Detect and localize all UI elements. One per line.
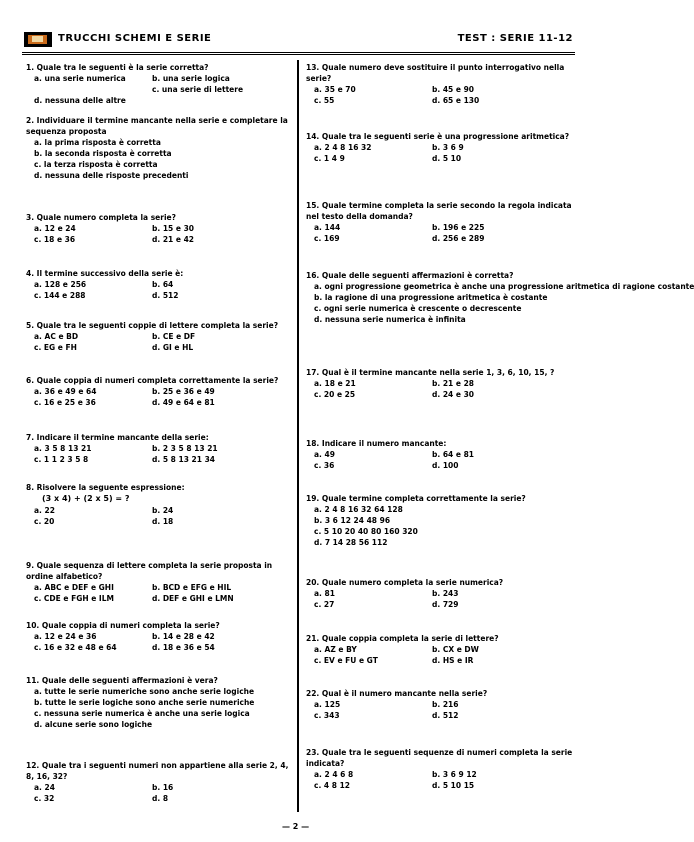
question-block bbox=[26, 560, 292, 604]
question-stem: 21. Quale coppia completa la serie di lettere? bbox=[306, 634, 499, 643]
question-stem: 19. Quale termine completa correttamente la serie? bbox=[306, 494, 526, 503]
answer-option[interactable]: c. 36 bbox=[314, 461, 335, 470]
answer-options bbox=[314, 222, 576, 244]
answer-option[interactable]: c. EV e FU e GT bbox=[314, 656, 378, 665]
answer-option[interactable]: d. 512 bbox=[152, 291, 179, 300]
question-block bbox=[26, 268, 292, 301]
question-block bbox=[306, 493, 576, 548]
answer-option[interactable]: c. 55 bbox=[314, 96, 335, 105]
question-block bbox=[306, 62, 576, 106]
answer-option[interactable]: c. 1 4 9 bbox=[314, 154, 345, 163]
answer-option[interactable]: c. 5 10 20 40 80 160 320 bbox=[314, 527, 418, 536]
answer-option[interactable]: d. 7 14 28 56 112 bbox=[314, 538, 388, 547]
answer-option[interactable]: b. 45 e 90 bbox=[432, 85, 475, 94]
question-stem: 6. Quale coppia di numeri completa correttamente la serie? bbox=[26, 376, 279, 385]
question-stem: 15. Quale termine completa la serie secondo la regola indicata nel testo della domanda? bbox=[306, 201, 572, 221]
answer-option[interactable]: b. tutte le serie logiche sono anche serie numeriche bbox=[34, 698, 255, 707]
question-stem: 20. Quale numero completa la serie numerica? bbox=[306, 578, 504, 587]
answer-options bbox=[314, 84, 576, 106]
answer-option[interactable]: c. 18 e 36 bbox=[34, 235, 76, 244]
answer-option[interactable]: d. 5 10 15 bbox=[432, 781, 475, 790]
answer-option[interactable]: c. 20 bbox=[34, 517, 55, 526]
answer-option[interactable]: d. 18 bbox=[152, 517, 174, 526]
question-block bbox=[306, 438, 576, 471]
answer-option[interactable]: d. alcune serie sono logiche bbox=[34, 720, 153, 729]
answer-option[interactable]: d. GI e HL bbox=[152, 343, 194, 352]
publisher-logo bbox=[24, 32, 52, 47]
answer-option[interactable]: a. 12 e 24 e 36 bbox=[34, 632, 97, 641]
answer-option[interactable]: a. 24 bbox=[34, 783, 55, 792]
question-stem: 1. Quale tra le seguenti è la serie corretta? bbox=[26, 63, 209, 72]
answer-option[interactable]: c. ogni serie numerica è crescente o decrescente bbox=[314, 304, 522, 313]
answer-option[interactable]: b. BCD e EFG e HIL bbox=[152, 583, 232, 592]
answer-option[interactable]: b. 64 bbox=[152, 280, 174, 289]
answer-options bbox=[34, 223, 292, 245]
answer-option[interactable]: c. la terza risposta è corretta bbox=[34, 160, 158, 169]
answer-option[interactable]: a. 22 bbox=[34, 506, 55, 515]
answer-options bbox=[34, 386, 292, 408]
logo-mark bbox=[32, 36, 43, 42]
question-block bbox=[26, 375, 292, 408]
question-stem: 16. Quale delle seguenti affermazioni è corretta? bbox=[306, 271, 514, 280]
answer-option[interactable]: c. 27 bbox=[314, 600, 335, 609]
answer-option[interactable]: b. una serie logica bbox=[152, 74, 230, 83]
question-stem: 8. Risolvere la seguente espressione: bbox=[26, 483, 185, 492]
page-number: — 2 — bbox=[282, 822, 310, 831]
question-block bbox=[306, 131, 576, 164]
question-stem: 3. Quale numero completa la serie? bbox=[26, 213, 176, 222]
answer-option[interactable]: c. 20 e 25 bbox=[314, 390, 356, 399]
question-stem: 22. Qual è il numero mancante nella serie? bbox=[306, 689, 488, 698]
question-block bbox=[26, 482, 292, 527]
answer-options bbox=[314, 281, 694, 325]
answer-option[interactable]: d. 21 e 42 bbox=[152, 235, 195, 244]
answer-option[interactable]: d. nessuna delle altre bbox=[34, 96, 126, 105]
answer-options bbox=[314, 504, 576, 548]
answer-option[interactable]: b. 64 e 81 bbox=[432, 450, 475, 459]
question-block bbox=[26, 212, 292, 245]
answer-option[interactable]: b. 3 6 12 24 48 96 bbox=[314, 516, 391, 525]
answer-options bbox=[314, 769, 576, 791]
answer-option[interactable]: d. 5 8 13 21 34 bbox=[152, 455, 216, 464]
answer-options bbox=[314, 699, 576, 721]
answer-option[interactable]: d. DEF e GHI e LMN bbox=[152, 594, 234, 603]
column-divider bbox=[297, 60, 299, 812]
answer-option[interactable]: a. 81 bbox=[314, 589, 335, 598]
question-formula: (3 x 4) + (2 x 5) = ? bbox=[42, 494, 130, 503]
answer-option[interactable]: c. 32 bbox=[34, 794, 55, 803]
answer-option[interactable]: b. 16 bbox=[152, 783, 174, 792]
answer-option[interactable]: d. nessuna delle risposte precedenti bbox=[34, 171, 189, 180]
answer-option[interactable] bbox=[34, 84, 152, 95]
answer-option[interactable]: d. 24 e 30 bbox=[432, 390, 475, 399]
answer-option[interactable]: d. 512 bbox=[432, 711, 459, 720]
question-block bbox=[306, 577, 576, 610]
answer-option[interactable]: d. 256 e 289 bbox=[432, 234, 485, 243]
question-stem: 4. Il termine successivo della serie è: bbox=[26, 269, 184, 278]
answer-options bbox=[34, 505, 292, 527]
question-block bbox=[26, 620, 292, 653]
answer-option[interactable]: a. 128 e 256 bbox=[34, 280, 87, 289]
answer-option[interactable]: d. nessuna serie numerica è infinita bbox=[314, 315, 466, 324]
question-block bbox=[26, 675, 292, 730]
question-stem: 13. Quale numero deve sostituire il punto interrogativo nella serie? bbox=[306, 63, 565, 83]
answer-option[interactable]: b. 243 bbox=[432, 589, 459, 598]
answer-option[interactable]: c. una serie di lettere bbox=[152, 85, 244, 94]
answer-options bbox=[34, 782, 292, 804]
answer-option[interactable]: b. 196 e 225 bbox=[432, 223, 485, 232]
answer-option[interactable]: a. 35 e 70 bbox=[314, 85, 356, 94]
answer-options bbox=[34, 279, 292, 301]
answer-option[interactable]: c. 1 1 2 3 5 8 bbox=[34, 455, 89, 464]
page-header bbox=[22, 30, 575, 55]
question-stem: 18. Indicare il numero mancante: bbox=[306, 439, 447, 448]
question-stem: 14. Quale tra le seguenti serie è una progressione aritmetica? bbox=[306, 132, 570, 141]
answer-option[interactable]: d. 8 bbox=[152, 794, 169, 803]
answer-option[interactable]: a. ABC e DEF e GHI bbox=[34, 583, 114, 592]
answer-option[interactable]: b. 3 6 9 bbox=[432, 143, 464, 152]
answer-option[interactable]: a. tutte le serie numeriche sono anche serie logiche bbox=[34, 687, 255, 696]
question-block bbox=[306, 747, 576, 791]
answer-options bbox=[34, 631, 292, 653]
answer-option[interactable]: b. la seconda risposta è corretta bbox=[34, 149, 172, 158]
answer-option[interactable]: d. 65 e 130 bbox=[432, 96, 480, 105]
answer-options bbox=[34, 137, 292, 181]
answer-options bbox=[314, 449, 576, 471]
answer-option[interactable]: a. 36 e 49 e 64 bbox=[34, 387, 97, 396]
answer-option[interactable]: d. HS e IR bbox=[432, 656, 474, 665]
answer-option[interactable]: a. 3 5 8 13 21 bbox=[34, 444, 92, 453]
answer-option[interactable]: b. 15 e 30 bbox=[152, 224, 195, 233]
answer-option[interactable]: a. 2 4 8 16 32 64 128 bbox=[314, 505, 403, 514]
answer-option[interactable]: a. AC e BD bbox=[34, 332, 79, 341]
answer-options bbox=[34, 582, 292, 604]
question-block bbox=[26, 115, 292, 181]
question-stem: 2. Individuare il termine mancante nella serie e completare la sequenza proposta bbox=[26, 116, 288, 136]
answer-option[interactable]: a. la prima risposta è corretta bbox=[34, 138, 161, 147]
answer-option[interactable]: b. CE e DF bbox=[152, 332, 196, 341]
answer-options bbox=[314, 588, 576, 610]
answer-option[interactable]: b. 216 bbox=[432, 700, 459, 709]
question-stem: 9. Quale sequenza di lettere completa la serie proposta in ordine alfabetico? bbox=[26, 561, 273, 581]
answer-option[interactable]: a. 18 e 21 bbox=[314, 379, 356, 388]
answer-options bbox=[34, 331, 292, 353]
answer-option[interactable]: a. 2 4 8 16 32 bbox=[314, 143, 372, 152]
question-block bbox=[26, 320, 292, 353]
answer-option[interactable]: a. ogni progressione geometrica è anche una progressione aritmetica di ragione costante bbox=[314, 282, 694, 291]
answer-options bbox=[314, 644, 576, 666]
answer-option[interactable]: c. 4 8 12 bbox=[314, 781, 351, 790]
question-stem: 12. Quale tra i seguenti numeri non appartiene alla serie 2, 4, 8, 16, 32? bbox=[26, 761, 289, 781]
question-stem: 23. Quale tra le seguenti sequenze di numeri completa la serie indicata? bbox=[306, 748, 573, 768]
answer-option[interactable]: c. 16 e 25 e 36 bbox=[34, 398, 96, 407]
answer-option[interactable]: a. AZ e BY bbox=[314, 645, 357, 654]
answer-option[interactable]: b. 25 e 36 e 49 bbox=[152, 387, 215, 396]
answer-option[interactable]: d. 5 10 bbox=[432, 154, 462, 163]
answer-option[interactable]: c. CDE e FGH e ILM bbox=[34, 594, 114, 603]
answer-options bbox=[34, 686, 292, 730]
answer-option[interactable]: c. 144 e 288 bbox=[34, 291, 86, 300]
question-block bbox=[306, 200, 576, 244]
question-stem: 7. Indicare il termine mancante della serie: bbox=[26, 433, 209, 442]
question-block bbox=[306, 688, 576, 721]
answer-options bbox=[314, 378, 576, 400]
answer-option[interactable]: d. 18 e 36 e 54 bbox=[152, 643, 215, 652]
answer-option[interactable]: b. la ragione di una progressione aritmetica è costante bbox=[314, 293, 548, 302]
answer-option[interactable]: d. 100 bbox=[432, 461, 459, 470]
question-block bbox=[26, 62, 292, 106]
question-block bbox=[306, 633, 576, 666]
answer-option[interactable]: b. 24 bbox=[152, 506, 174, 515]
question-block bbox=[26, 432, 292, 465]
answer-option[interactable]: b. 3 6 9 12 bbox=[432, 770, 477, 779]
answer-option[interactable]: a. 144 bbox=[314, 223, 341, 232]
question-block bbox=[306, 270, 694, 325]
answer-option[interactable]: c. 343 bbox=[314, 711, 340, 720]
answer-option[interactable]: c. nessuna serie numerica è anche una serie logica bbox=[34, 709, 250, 718]
answer-option[interactable]: b. CX e DW bbox=[432, 645, 479, 654]
question-stem: 5. Quale tra le seguenti coppie di lettere completa la serie? bbox=[26, 321, 279, 330]
answer-option[interactable]: a. 49 bbox=[314, 450, 335, 459]
question-stem: 11. Quale delle seguenti affermazioni è vera? bbox=[26, 676, 218, 685]
answer-options bbox=[34, 73, 292, 106]
answer-option[interactable]: d. 729 bbox=[432, 600, 459, 609]
answer-options bbox=[34, 443, 292, 465]
answer-option[interactable]: a. 2 4 6 8 bbox=[314, 770, 354, 779]
answer-option[interactable]: c. 16 e 32 e 48 e 64 bbox=[34, 643, 117, 652]
answer-option[interactable]: d. 49 e 64 e 81 bbox=[152, 398, 215, 407]
answer-option[interactable]: a. una serie numerica bbox=[34, 74, 126, 83]
question-block bbox=[26, 760, 292, 804]
answer-option[interactable]: a. 125 bbox=[314, 700, 341, 709]
answer-option[interactable]: c. 169 bbox=[314, 234, 340, 243]
answer-option[interactable]: c. EG e FH bbox=[34, 343, 77, 352]
answer-option[interactable]: b. 2 3 5 8 13 21 bbox=[152, 444, 218, 453]
answer-option[interactable]: b. 14 e 28 e 42 bbox=[152, 632, 215, 641]
answer-option[interactable]: a. 12 e 24 bbox=[34, 224, 76, 233]
question-stem: 17. Qual è il termine mancante nella serie 1, 3, 6, 10, 15, ? bbox=[306, 368, 555, 377]
question-block bbox=[306, 367, 576, 400]
answer-option[interactable]: b. 21 e 28 bbox=[432, 379, 475, 388]
answer-options bbox=[314, 142, 576, 164]
question-stem: 10. Quale coppia di numeri completa la serie? bbox=[26, 621, 220, 630]
header-right-title: TEST : SERIE 11-12 bbox=[457, 33, 573, 44]
header-left-title: TRUCCHI SCHEMI E SERIE bbox=[58, 33, 212, 44]
